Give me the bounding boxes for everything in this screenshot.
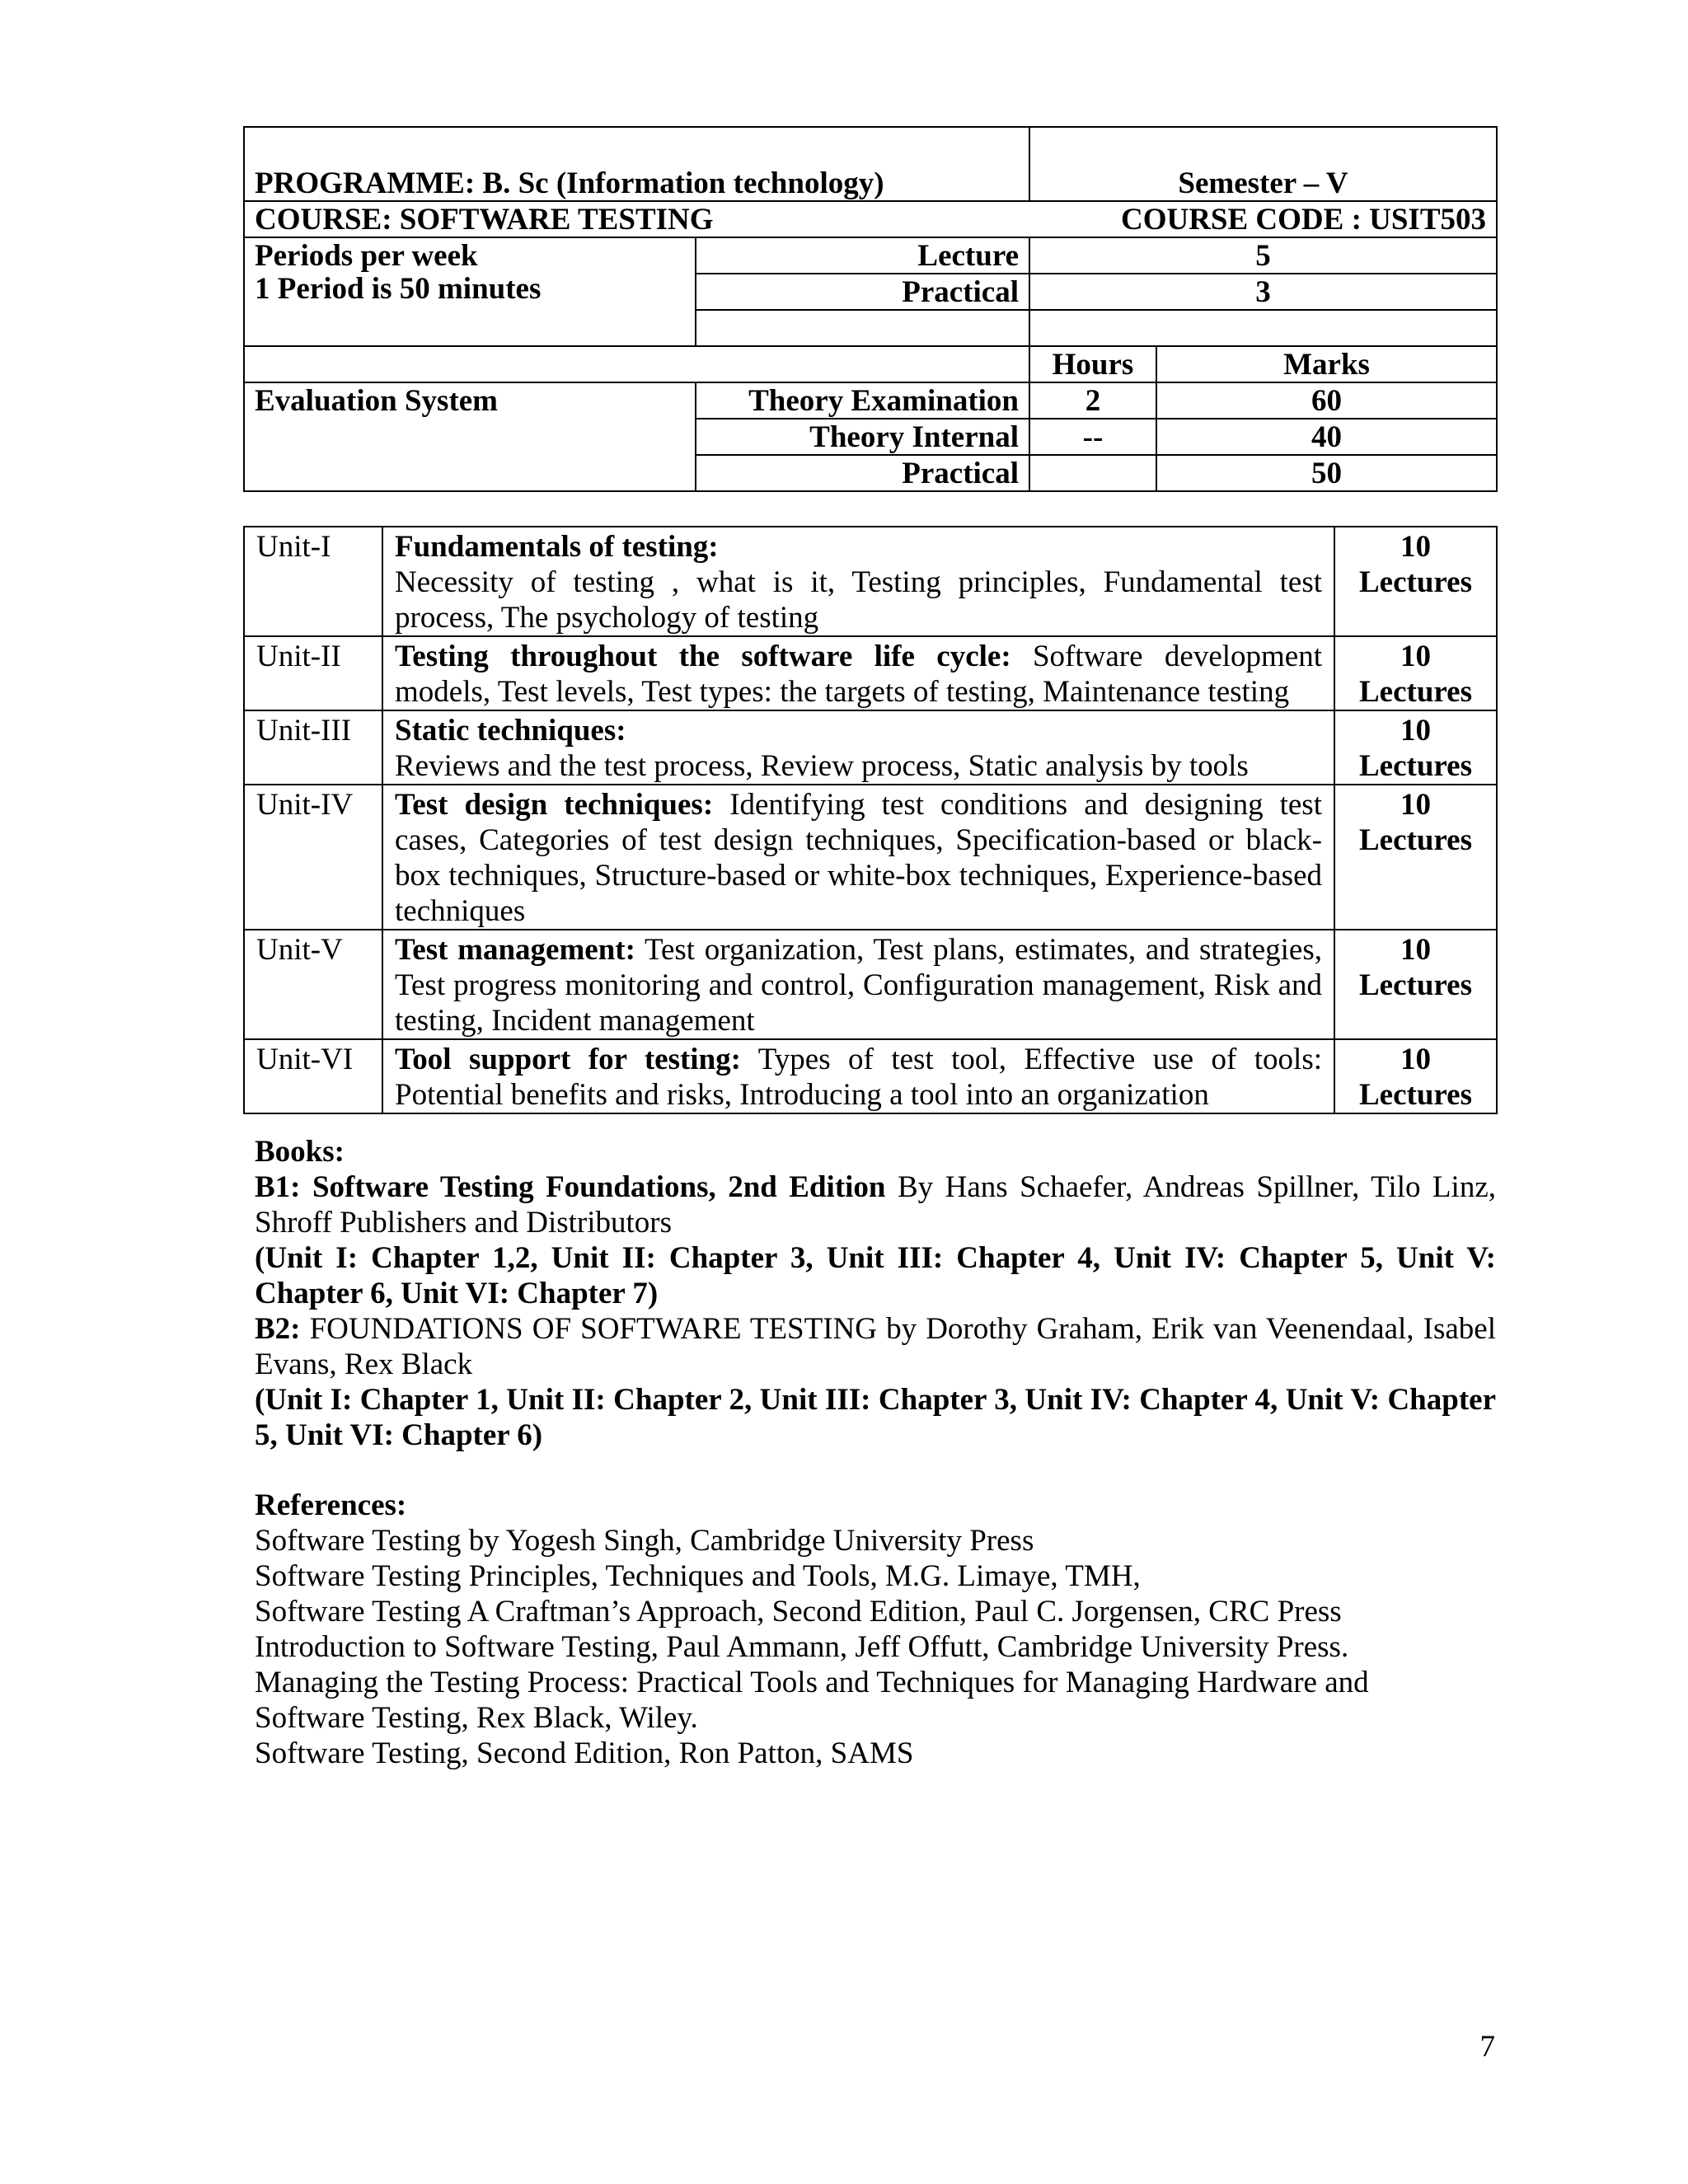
eval-practical-label: Practical (696, 455, 1029, 491)
reference-item: Managing the Testing Process: Practical Tools and Techniques for Managing Hardware and (255, 1666, 1369, 1699)
unit-description (382, 527, 1334, 636)
unit-row (244, 1039, 1497, 1113)
theory-internal-label: Theory Internal (696, 419, 1029, 455)
unit-text: Necessity of testing , what is it, Testing principles, Fundamental test process, The psychology of testing (395, 565, 1322, 635)
unit-lectures (1334, 1039, 1497, 1113)
periods-per-week: Periods per week (255, 239, 478, 273)
unit-name: Unit-VI (244, 1039, 382, 1113)
unit-description (382, 710, 1334, 785)
lectures-count: 10 (1400, 788, 1431, 822)
marks-label: Marks (1156, 346, 1497, 382)
lectures-word: Lectures (1359, 1078, 1472, 1112)
unit-row (244, 710, 1497, 785)
lecture-label: Lecture (696, 237, 1029, 274)
unit-title: Test design techniques: (395, 788, 714, 822)
books-section (255, 1134, 1496, 1453)
reference-item: Introduction to Software Testing, Paul Ammann, Jeff Offutt, Cambridge University Press. (255, 1630, 1349, 1664)
unit-name: Unit-I (244, 527, 382, 636)
theory-internal-marks: 40 (1156, 419, 1497, 455)
book-b2-chapters: (Unit I: Chapter 1, Unit II: Chapter 2, Unit III: Chapter 3, Unit IV: Chapter 4, Unit V: Chapter 5, Unit VI: Chapter 6) (255, 1383, 1496, 1452)
blank-cell (696, 310, 1029, 346)
unit-description (382, 785, 1334, 930)
reference-item: Software Testing by Yogesh Singh, Cambridge University Press (255, 1524, 1034, 1558)
programme-cell: PROGRAMME: B. Sc (Information technology) (244, 127, 1029, 201)
unit-title: Tool support for testing: (395, 1043, 741, 1076)
period-duration: 1 Period is 50 minutes (255, 272, 542, 306)
references-heading: References: (255, 1488, 407, 1522)
theory-internal-hours: -- (1029, 419, 1156, 455)
lectures-count: 10 (1400, 1043, 1431, 1076)
unit-text: Reviews and the test process, Review process, Static analysis by tools (395, 749, 1249, 783)
unit-row (244, 785, 1497, 930)
lectures-word: Lectures (1359, 823, 1472, 857)
unit-title: Static techniques: (395, 714, 626, 748)
lectures-count: 10 (1400, 530, 1431, 564)
eval-practical-hours (1029, 455, 1156, 491)
course-code: COURSE CODE : USIT503 (1120, 203, 1487, 237)
theory-exam-marks: 60 (1156, 382, 1497, 419)
reference-item: Software Testing Principles, Techniques and Tools, M.G. Limaye, TMH, (255, 1559, 1141, 1593)
reference-item: Software Testing, Rex Black, Wiley. (255, 1701, 698, 1735)
book-b1 (255, 1169, 1496, 1240)
lectures-word: Lectures (1359, 675, 1472, 709)
unit-text: Test organization, Test plans, estimates, and strategies, Test progress monitoring and control, Configuration management, Risk and testing, Incident management (395, 933, 1322, 1038)
unit-text: Software development models, Test levels, Test types: the targets of testing, Maintenance testing (395, 640, 1322, 709)
book-b2-details: FOUNDATIONS OF SOFTWARE TESTING by Dorothy Graham, Erik van Veenendaal, Isabel Evans, Rex Black (255, 1312, 1496, 1381)
reference-item: Software Testing, Second Edition, Ron Patton, SAMS (255, 1736, 914, 1770)
lectures-word: Lectures (1359, 968, 1472, 1002)
unit-lectures (1334, 527, 1497, 636)
book-b1-details: By Hans Schaefer, Andreas Spillner, Tilo Linz, Shroff Publishers and Distributors (255, 1170, 1496, 1240)
unit-name: Unit-III (244, 710, 382, 785)
book-b2-label: B2: (255, 1312, 301, 1346)
blank-cell (1029, 310, 1497, 346)
programme-row (244, 127, 1497, 201)
unit-name: Unit-IV (244, 785, 382, 930)
unit-text: Types of test tool, Effective use of tools: Potential benefits and risks, Introducing a tool into an organization (395, 1043, 1323, 1112)
book-b1-title: B1: Software Testing Foundations, 2nd Edition (255, 1170, 886, 1204)
practical-label: Practical (696, 274, 1029, 310)
unit-title: Testing throughout the software life cycle: (395, 640, 1011, 673)
lectures-word: Lectures (1359, 749, 1472, 783)
periods-cell (244, 237, 696, 346)
semester-cell: Semester – V (1029, 127, 1497, 201)
blank-cell (244, 346, 1029, 382)
unit-title: Test management: (395, 933, 635, 967)
books-heading: Books: (255, 1135, 345, 1169)
unit-text: Identifying test conditions and designing test cases, Categories of test design techniques, Specification-based or black-box techniques, Structure-based or white-box techniques, Experience-based techniques (395, 788, 1322, 928)
unit-description (382, 636, 1334, 710)
lectures-count: 10 (1400, 933, 1431, 967)
course-header-table (243, 126, 1498, 492)
page-number: 7 (1479, 2030, 1495, 2064)
unit-lectures (1334, 930, 1497, 1039)
evaluation-system-label: Evaluation System (244, 382, 696, 491)
course-title: COURSE: SOFTWARE TESTING (255, 203, 714, 237)
unit-lectures (1334, 636, 1497, 710)
book-b1-chapters: (Unit I: Chapter 1,2, Unit II: Chapter 3, Unit III: Chapter 4, Unit IV: Chapter 5, Unit V: Chapter 6, Unit VI: Chapter 7) (255, 1241, 1496, 1310)
unit-row (244, 636, 1497, 710)
eval-practical-marks: 50 (1156, 455, 1497, 491)
theory-exam-hours: 2 (1029, 382, 1156, 419)
references-section (255, 1488, 1496, 1771)
lectures-count: 10 (1400, 714, 1431, 748)
hours-label: Hours (1029, 346, 1156, 382)
units-table (243, 526, 1498, 1114)
lecture-value: 5 (1029, 237, 1497, 274)
unit-title: Fundamentals of testing: (395, 530, 719, 564)
unit-description (382, 930, 1334, 1039)
unit-description (382, 1039, 1334, 1113)
practical-value: 3 (1029, 274, 1497, 310)
book-b2 (255, 1311, 1496, 1382)
unit-lectures (1334, 710, 1497, 785)
theory-exam-row (244, 382, 1497, 419)
unit-name: Unit-V (244, 930, 382, 1039)
course-cell (244, 201, 1497, 237)
theory-exam-label: Theory Examination (696, 382, 1029, 419)
reference-item: Software Testing A Craftman’s Approach, Second Edition, Paul C. Jorgensen, CRC Press (255, 1595, 1342, 1629)
lecture-row (244, 237, 1497, 274)
hours-marks-row (244, 346, 1497, 382)
lectures-count: 10 (1400, 640, 1431, 673)
lectures-word: Lectures (1359, 565, 1472, 599)
unit-lectures (1334, 785, 1497, 930)
unit-row (244, 930, 1497, 1039)
unit-name: Unit-II (244, 636, 382, 710)
unit-row (244, 527, 1497, 636)
course-row (244, 201, 1497, 237)
